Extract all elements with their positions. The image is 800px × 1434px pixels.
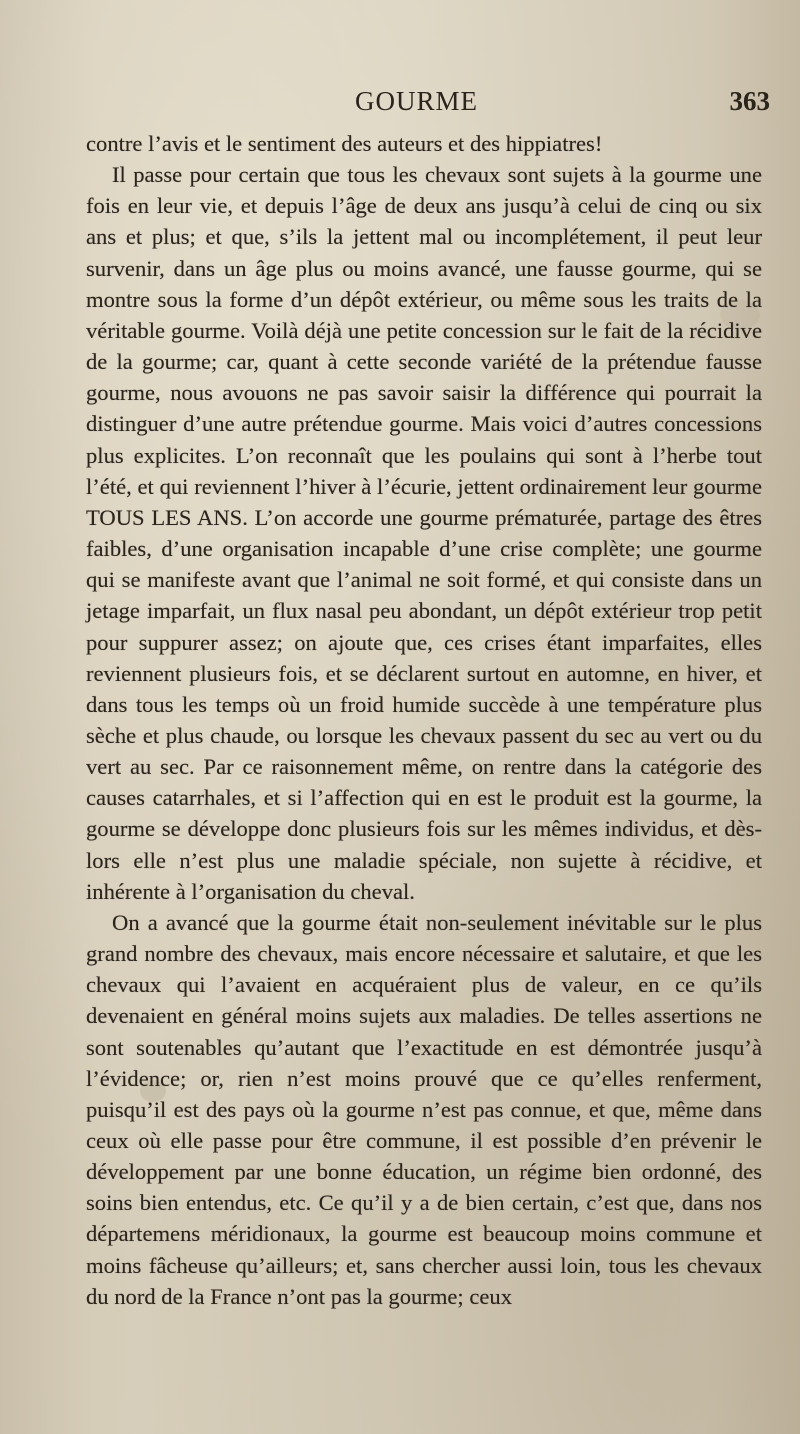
page-header <box>110 86 770 122</box>
page-number: 363 <box>729 86 770 116</box>
body-text <box>86 128 762 1312</box>
paragraph-continuation: contre l’avis et le sentiment des auteurs et des hippiatres! <box>86 131 603 156</box>
running-title: GOURME <box>355 86 479 116</box>
paragraph: On a avancé que la gourme était non-seulement inévitable sur le plus grand nombre des chevaux, mais encore nécessaire et salutaire, et que les chevaux qui l’avaient en acquéraient plus de valeur, en ce qu’ils devenaient en général moins sujets aux maladies. De telles assertions ne sont soutenables qu’autant que l’exactitude en est démontrée jusqu’à l’évidence; or, rien n’est moins prouvé que ce qu’elles renferment, puisqu’il est des pays où la gourme n’est pas connue, et que, même dans ceux où elle passe pour être commune, il est possible d’en prévenir le développement par une bonne éducation, un régime bien ordonné, des soins bien entendus, etc. Ce qu’il y a de bien certain, c’est que, dans nos départemens méridionaux, la gourme est beaucoup moins commune et moins fâcheuse qu’ailleurs; et, sans chercher aussi loin, tous les chevaux du nord de la France n’ont pas la gourme; ceux <box>86 909 762 1309</box>
paragraph: Il passe pour certain que tous les chevaux sont sujets à la gourme une fois en leur vie, et depuis l’âge de deux ans jusqu’à celui de cinq ou six ans et plus; et que, s’ils la jettent mal ou incomplétement, il peut leur survenir, dans un âge plus ou moins avancé, une fausse gourme, qui se montre sous la forme d’un dépôt extérieur, ou même sous les traits de la véritable gourme. Voilà déjà une petite concession sur le fait de la récidive de la gourme; car, quant à cette seconde variété de la prétendue fausse gourme, nous avouons ne pas savoir saisir la différence qui pourrait la distinguer d’une autre prétendue gourme. Mais voici d’autres concessions plus explicites. L’on reconnaît que les poulains qui sont à l’herbe tout l’été, et qui reviennent l’hiver à l’écurie, jettent ordinairement leur gourme TOUS LES ANS. L’on accorde une gourme prématurée, partage des êtres faibles, d’une organisation incapable d’une crise complète; une gourme qui se manifeste avant que l’animal ne soit formé, et qui consiste dans un jetage imparfait, un flux nasal peu abondant, un dépôt extérieur trop petit pour suppurer assez; on ajoute que, ces crises étant imparfaites, elles reviennent plusieurs fois, et se déclarent surtout en automne, en hiver, et dans tous les temps où un froid humide succède à une température plus sèche et plus chaude, ou lorsque les chevaux passent du sec au vert ou du vert au sec. Par ce raisonnement même, on rentre dans la catégorie des causes catarrhales, et si l’affection qui en est le produit est la gourme, la gourme se développe donc plusieurs fois sur les mêmes individus, et dès-lors elle n’est plus une maladie spéciale, non sujette à récidive, et inhérente à l’organisation du cheval. <box>86 162 762 904</box>
